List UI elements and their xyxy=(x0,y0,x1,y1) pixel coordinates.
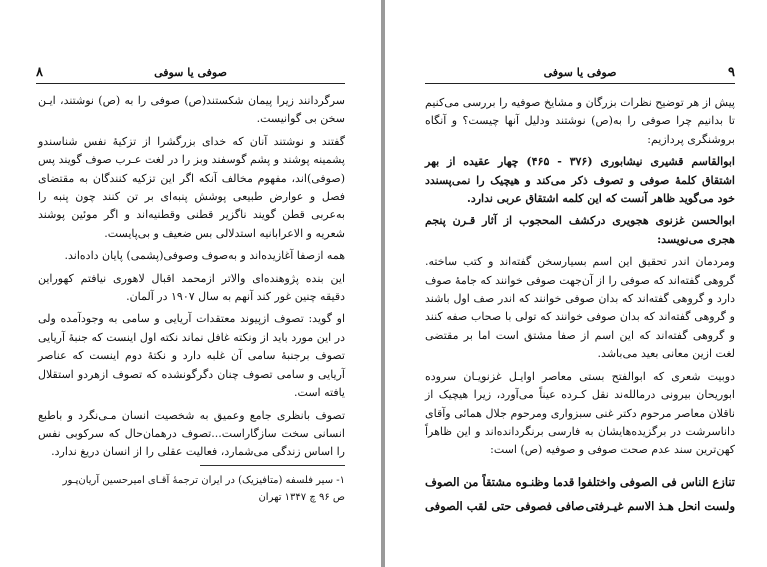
verse-line xyxy=(425,494,735,518)
paragraph: دوبیت شعری که ابوالفتح بستی معاصر اوایـل غزنویـان سروده ابوریحان بیرونی درمالله‌ند نقل کـرده عیناً می‌آورد، زیرا هیچیک از ناقلان معاصر مرحوم دکتر غنی سبزواری ومرحوم جلال همائی وآقای داناسرشت در برگزیده‌هایشان به فارسی برنگردانده‌اند و این ظاهراً کهن‌ترین سند عدم صحت صوفی و صوفیه (ص) است: xyxy=(425,369,735,457)
page-number: ۹ xyxy=(728,65,735,80)
verse-hemistich: ولست انحل هـذ الاسم غیـرفتی xyxy=(585,499,735,513)
verse-hemistich: صافی فصوفی حتی لقب الصوفی xyxy=(425,499,585,513)
paragraph: ابوالحسن غزنوی هجویری درکشف المحجوب از آثار قـرن پنجم هجری می‌نویسد: xyxy=(425,214,735,246)
running-title: صوفی یا سوفی xyxy=(543,66,617,79)
footnote xyxy=(38,472,345,506)
right-page xyxy=(385,0,767,567)
footnote-divider xyxy=(200,465,345,466)
left-page-header xyxy=(36,63,345,84)
paragraph: پیش از هر توضیح نظرات بزرگان و مشایخ صوفیه را بررسی می‌کنیم تا بدانیم چرا صوفی را به(ص) نوشتند ودلیل آنها چیست؟ و آنگاه بروشنگری پردازیم: xyxy=(425,96,735,146)
footnote-line: ص ۹۶ چ ۱۳۴۷ تهران xyxy=(258,492,345,503)
paragraph: این بنده پژوهنده‌ای والاتر ازمحمد اقبال لاهوری نیافتم کهوراین دقیقه چنین غور کند آنهم به سال ۱۹۰۷ در آلمان. xyxy=(38,271,345,304)
running-title: صوفی یا سوفی xyxy=(154,66,227,79)
paragraph: ابوالقاسم قشیری نیشابوری (۳۷۶ - ۴۶۵) چهار عقیده از بهر اشتقاق کلمهٔ صوفی و تصوف ذکر می‌کند و هیچیک را نمی‌پسندد خود می‌گوید ظاهر آنست که این کلمه اشتقاق عربی ندارد. xyxy=(425,155,735,206)
footnote-line: ۱- سیر فلسفه (متافیزیک) در ایران ترجمهٔ آقـای امیرحسین آریان‌پـور xyxy=(62,475,345,486)
left-page xyxy=(0,0,381,567)
verse-hemistich: تنازع الناس فی الصوفی واختلفوا xyxy=(577,475,735,489)
right-body-text xyxy=(425,94,735,464)
right-page-header xyxy=(425,63,735,84)
paragraph: گفتند و نوشتند آنان که خدای بزرگشرا از تزکیهٔ نفس شناسندو پشمینه پوشند و پشم گوسفند وبز را در لغت عـرب صوف گویند پس (صوفی)اند، مفهوم مخالف آنکه اگر این تزکیه کنندگان به مقتضای فصل و عوارض طبیعی پوشش پنبه‌ای بر تن کنند چون پنبه را به‌عربی قطن گویند ناگزیر قطنی وقطنیه‌اند و اگر موئین پوشند شعریه و الاعرابانیه استدلالی بس ضعیف و بی‌پایست. xyxy=(38,134,345,240)
arabic-verses xyxy=(425,470,735,518)
quoted-paragraph: ومردمان اندر تحقیق این اسم بسیارسخن گفته‌اند و کتب ساخته. گروهی گفته‌اند که صوفی را از آن‌جهت صوفی خوانند که جامهٔ صوف دارد و گروهی گفته‌اند که بدان صوفی خوانند که اندر صف اول باشند و گروهی گفته‌اند که بدان صوفی خوانند که تولی با صحاب صفه کنند و گروهی گفته‌اند که این اسم از صفا مشتق است اما بر مقتضی لغت ازین معانی بعید می‌باشد. xyxy=(425,255,735,361)
page-number: ۸ xyxy=(36,65,43,80)
paragraph: تصوف بانظری جامع وعمیق به شخصیت انسان مـی‌نگرد و باطبع انسانی سخت سازگاراست...تصوف درهمان‌حال که سرکوبی نفس را اساس زندگی می‌شمارد، فعالیت عقلی را از انسان دریغ ندارد. xyxy=(38,408,345,459)
paragraph: سرگردانند زیرا پیمان شکستند(ص) صوفی را به (ص) نوشتند، ایـن سخن بی گوانیست. xyxy=(38,94,345,126)
verse-hemistich: قدما وظنـوه مشتقاً من الصوف xyxy=(425,475,575,489)
paragraph: او گوید: تصوف ازپیوند معتقدات آریایی و سامی به وجودآمده ولی در این مورد باید از ونکته غافل نماند نکته اول اینست که جنبهٔ آریایی تصوف برجنبهٔ سامی آن غلبه دارد و نکتهٔ دوم اینست که عناصر آریایی و سامی تصوف چنان دگرگونشده که تصوف ازهردو استقلال یافته است. xyxy=(38,312,345,400)
paragraph: همه ازصفا آغازیده‌اند و به‌صوف وصوفی(پشمی) پایان داده‌اند. xyxy=(64,249,345,263)
left-body-text xyxy=(38,92,345,466)
verse-line xyxy=(425,470,735,494)
